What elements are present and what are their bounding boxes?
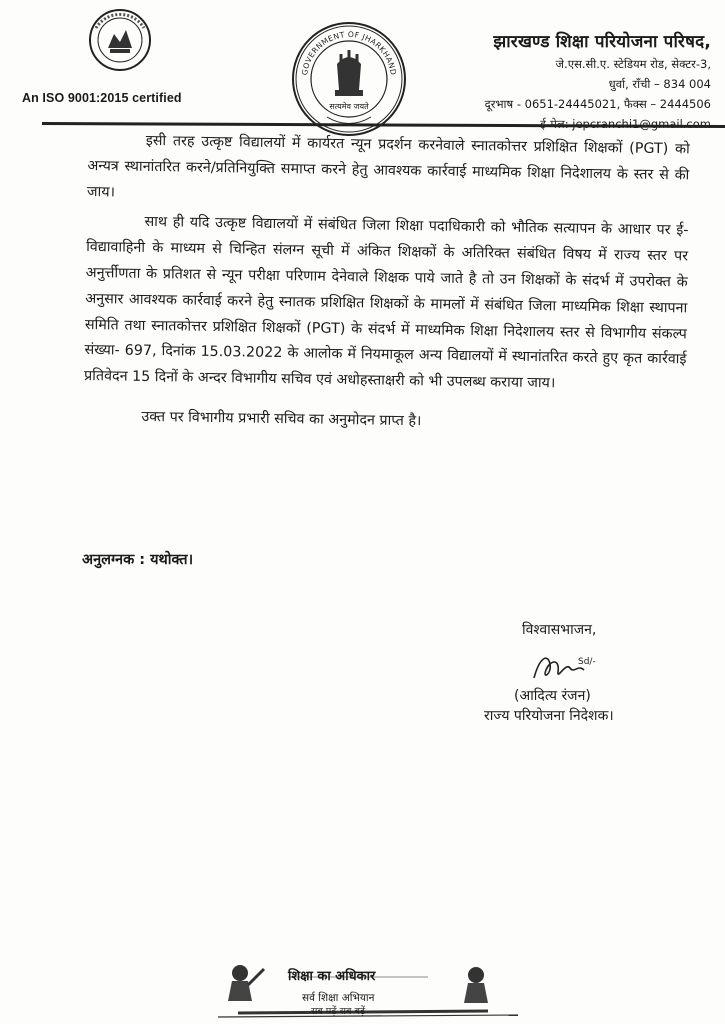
footer-slogan: सब पढ़ें सब बढ़ें [311, 1006, 366, 1017]
handwritten-signature-icon [530, 650, 598, 686]
body-paragraph-2: साथ ही यदि उत्कृष्ट विद्यालयों में संबंधित जिला शिक्षा पदाधिकारी को भौतिक सत्यापन के आधार पर ई-विद्यावाहिनी के माध्यम से चिन्हित संलग्न सूची में अंकित शिक्षकों के अतिरिक्त संबंधित विषय में राज्य स्तर पर अनुर्त्तीणता के प्रतिशत से न्यून परीक्षा परिणाम देनेवाले शिक्षक पाये जाते है तो उन शिक्षकों के संदर्भ में उपरोक्त के अनुसार आवश्यक कार्रवाई करने हेतु स्नातक प्रशिक्षित शिक्षकों के मामलों में संबंधित जिला माध्यमिक शिक्षा स्थापना समिति तथा स्नातकोत्तर प्रशिक्षित शिक्षकों (PGT) के संदर्भ में माध्यमिक शिक्षा निदेशालय स्तर से विभागीय संकल्प संख्या- 697, दिनांक 15.03.2022 के आलोक में नियमाकूल अन्य विद्यालयों में स्थानांतरित करते हुए कृत कार्रवाई प्रतिवेदन 15 दिनों के अन्दर विभागीय सचिव एवं अधोहस्ताक्षरी को भी उपलब्ध कराया जाय। [83, 214, 689, 392]
body-paragraph-3: उक्त पर विभागीय प्रभारी सचिव का अनुमोदन प्राप्त है। [141, 408, 422, 430]
jepc-logo-icon [88, 8, 152, 72]
address-line-2: धुर्वा, राँची – 834 004 [608, 77, 711, 91]
sarva-shiksha-abhiyan-logo-icon [218, 955, 518, 1021]
address-line-1: जे.एस.सी.ए. स्टेडियम रोड, सेक्टर-3, [555, 57, 711, 71]
footer-title: शिक्षा का अधिकार [288, 969, 376, 984]
body-paragraph-1: इसी तरह उत्कृष्ट विद्यालयों में कार्यरत न्यून प्रदर्शन करनेवाले स्नातकोत्तर प्रशिक्षित शिक्षकों (PGT) को अन्यत्र स्थानांतरित करने/प्रतिनियुक्ति समाप्त करने हेतु आवश्यक कार्रवाई माध्यमिक शिक्षा निदेशालय के स्तर से की जाय। [86, 132, 690, 201]
seal-text-top: GOVERNMENT OF JHARKHAND [300, 29, 398, 76]
closing-salutation: विश्वासभाजन, [522, 622, 597, 638]
letter-body [83, 128, 690, 439]
signature-mark: Sd/- [578, 657, 596, 667]
seal-text-bottom: सत्यमेव जयते [329, 102, 369, 111]
iso-certification: An ISO 9001:2015 certified [22, 91, 182, 105]
signatory-name: (आदित्य रंजन) [514, 688, 591, 704]
signatory-designation: राज्य परियोजना निदेशक। [484, 708, 614, 724]
organisation-name: झारखण्ड शिक्षा परियोजना परिषद, [493, 32, 711, 52]
enclosure-line: अनुलग्नक : यथोक्त। [82, 552, 194, 568]
government-seal-icon [289, 20, 409, 138]
phone-fax-line: दूरभाष - 0651-24445021, फैक्स – 2444506 [484, 97, 711, 111]
office-address-block [485, 30, 711, 134]
footer-subtitle: सर्व शिक्षा अभियान [302, 992, 375, 1004]
